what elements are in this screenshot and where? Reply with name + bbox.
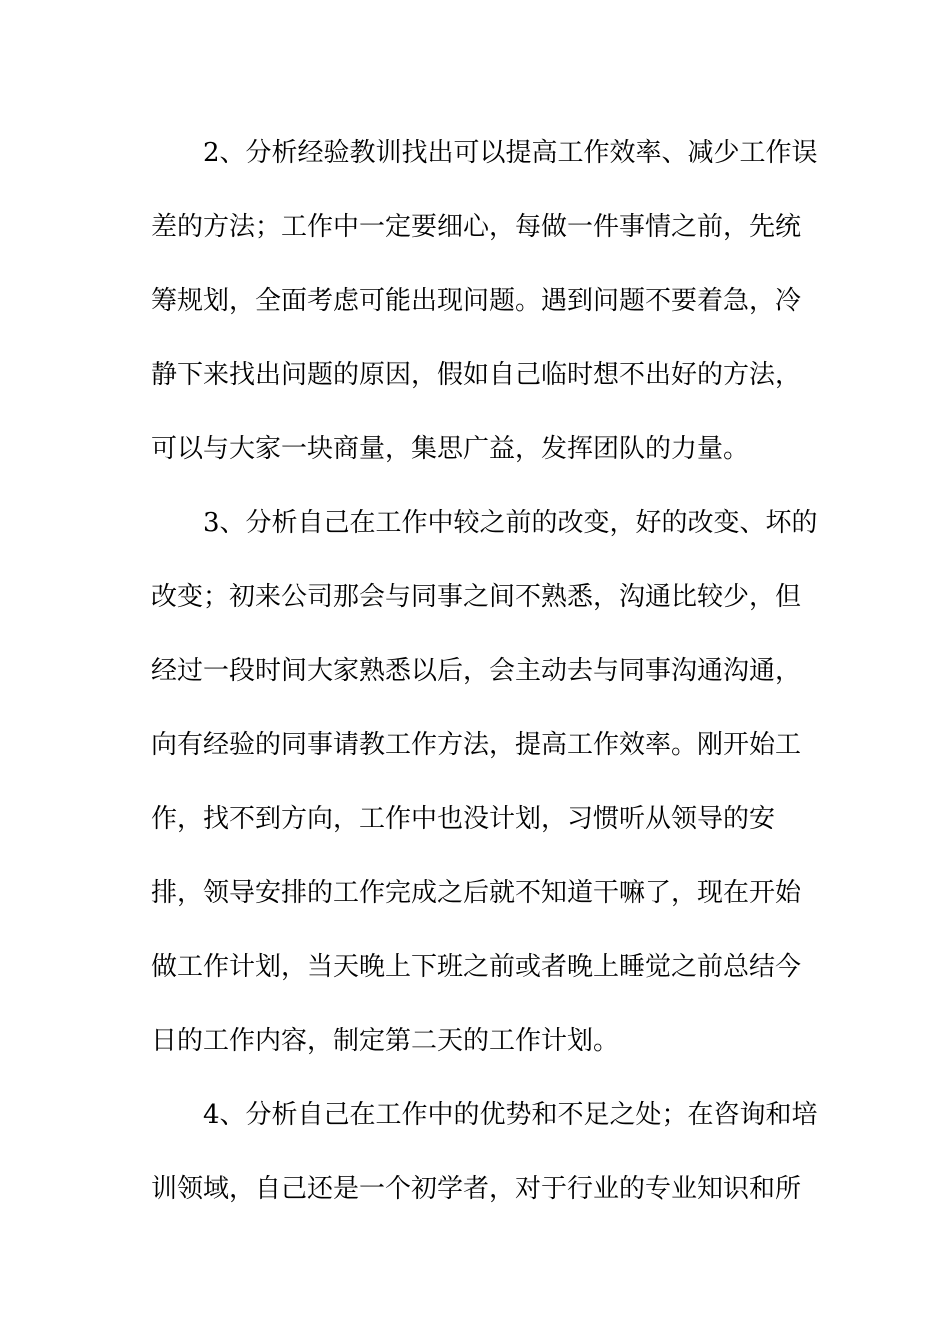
paragraph-3-line-3: 经过一段时间大家熟悉以后，会主动去与同事沟通沟通， [151,656,802,686]
paragraph-3-line-8: 日的工作内容，制定第二天的工作计划。 [151,1026,620,1056]
paragraph-2-line-1: 2、分析经验教训找出可以提高工作效率、减少工作误 [203,138,818,168]
body-text [151,126,818,1236]
paragraph-2-line-4: 静下来找出问题的原因，假如自己临时想不出好的方法， [151,360,802,390]
paragraph-2-line-2: 差的方法；工作中一定要细心，每做一件事情之前，先统 [151,212,802,242]
paragraph-2-line-3: 筹规划，全面考虑可能出现问题。遇到问题不要着急，冷 [151,286,802,316]
paragraph-3-line-7: 做工作计划，当天晚上下班之前或者晚上睡觉之前总结今 [151,952,802,982]
paragraph-3-line-4: 向有经验的同事请教工作方法，提高工作效率。刚开始工 [151,730,802,760]
paragraph-3-line-5: 作，找不到方向，工作中也没计划，习惯听从领导的安 [151,804,776,834]
paragraph-3-line-2: 改变；初来公司那会与同事之间不熟悉，沟通比较少，但 [151,582,802,612]
paragraph-2-line-5: 可以与大家一块商量，集思广益，发挥团队的力量。 [151,434,750,464]
paragraph-4-line-1: 4、分析自己在工作中的优势和不足之处；在咨询和培 [203,1100,818,1130]
paragraph-4-line-2: 训领域，自己还是一个初学者，对于行业的专业知识和所 [151,1174,802,1204]
paragraph-3-line-1: 3、分析自己在工作中较之前的改变，好的改变、坏的 [203,508,818,538]
paragraph-3-line-6: 排，领导安排的工作完成之后就不知道干嘛了，现在开始 [151,878,802,908]
